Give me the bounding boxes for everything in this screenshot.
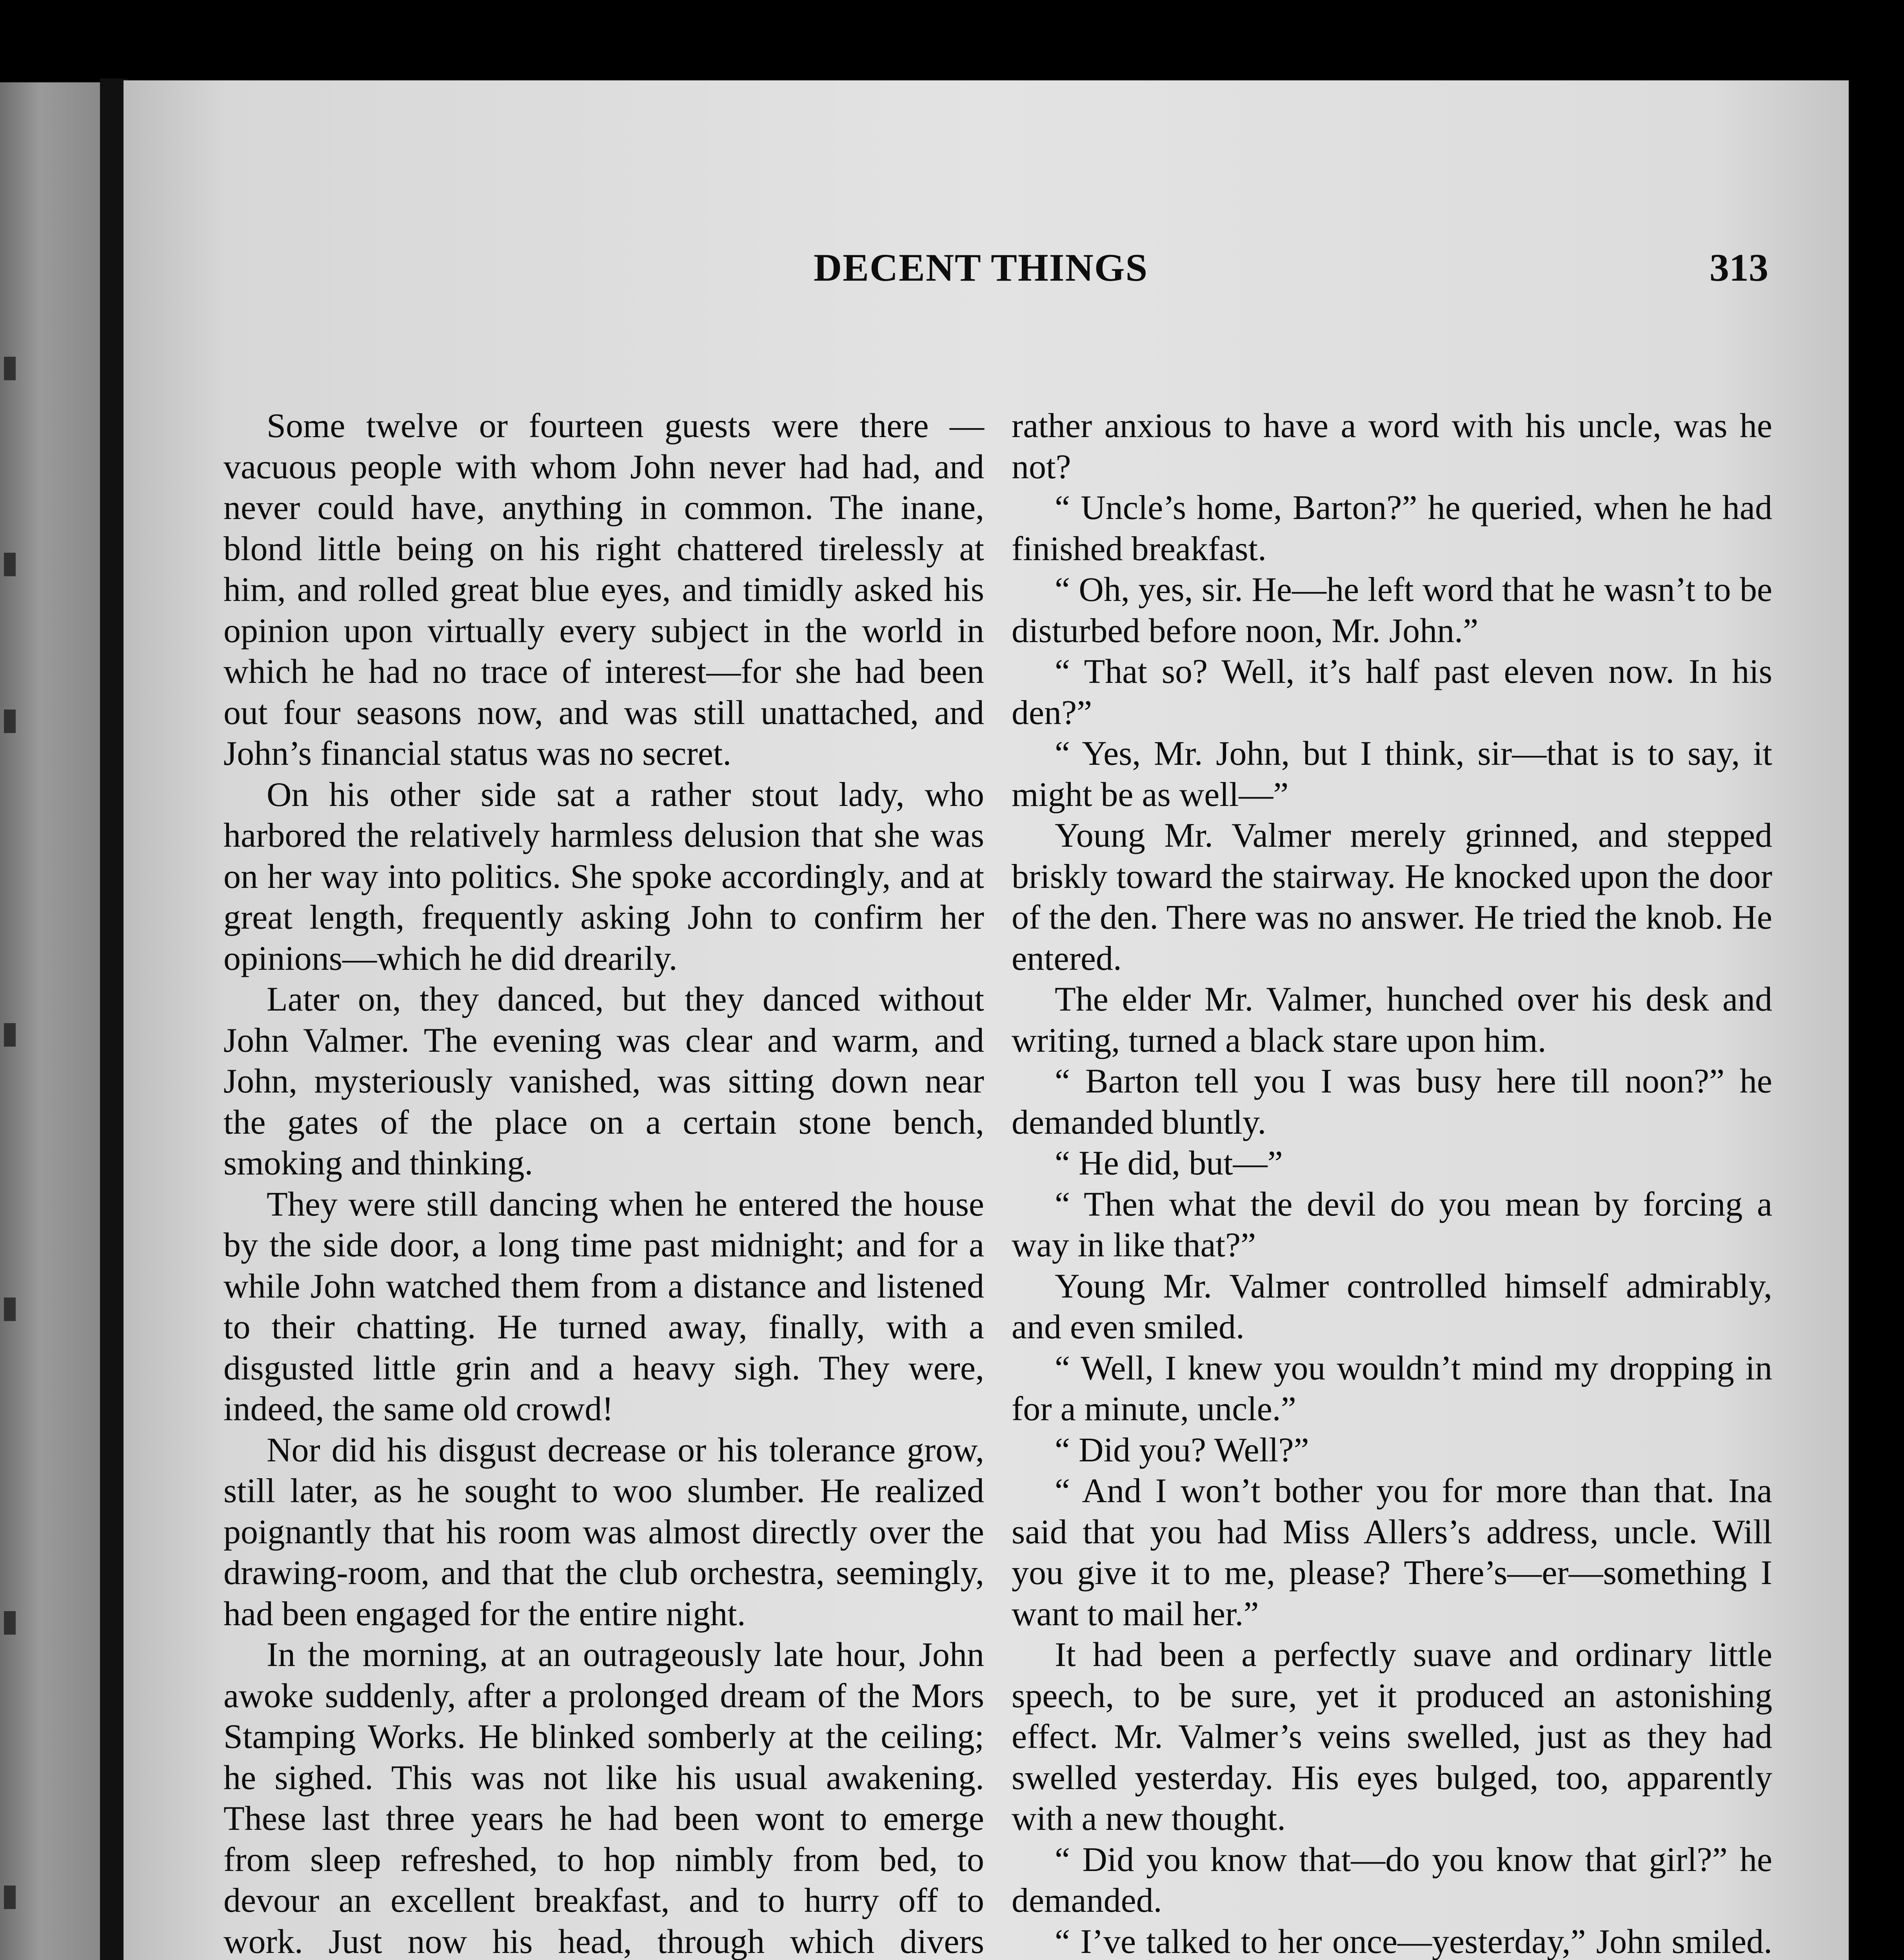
previous-page-text-fragment	[4, 710, 16, 733]
previous-page-text-fragment	[4, 1298, 16, 1321]
paragraph: “ And I won’t bother you for more than that. Ina said that you had Miss Allers’s address, uncle. Will you give it to me, please? There’s—er—something I want to mail her.”	[1012, 1472, 1772, 1633]
previous-page-edge	[0, 82, 100, 1960]
paragraph: On his other side sat a rather stout lady, who harbored the relatively harmless delusion that she was on her way into politics. She spoke accordingly, and at great length, frequently asking John to confirm her opinions—which he did drearily.	[223, 775, 984, 978]
paragraph: The elder Mr. Valmer, hunched over his desk and writing, turned a black stare upon him.	[1012, 980, 1772, 1060]
book-page	[124, 80, 1849, 1960]
paragraph: “ Then what the devil do you mean by forcing a way in like that?”	[1012, 1185, 1772, 1264]
paragraph: Nor did his disgust decrease or his tolerance grow, still later, as he sought to woo slumber. He realized poignantly that his room was almost directly over the drawing-room, and that the club orchestra, seemingly, had been engaged for the entire night.	[223, 1431, 984, 1633]
paragraph: “ Barton tell you I was busy here till noon?” he demanded bluntly.	[1012, 1062, 1772, 1142]
paragraph: “ Did you know that—do you know that girl?” he demanded.	[1012, 1840, 1772, 1920]
running-title: DECENT THINGS	[814, 246, 1148, 289]
paragraph: “ That so? Well, it’s half past eleven now. In his den?”	[1012, 653, 1772, 732]
paragraph: It had been a perfectly suave and ordinary little speech, to be sure, yet it produced an astonishing effect. Mr. Valmer’s veins swelled, just as they had swelled yesterday. His eyes bulged, too, apparently with a new thought.	[1012, 1636, 1772, 1838]
paragraph: “ I’ve talked to her once—yesterday,” John smiled.	[1055, 1922, 1772, 1960]
paragraph: “ Well, I knew you wouldn’t mind my dropping in for a minute, uncle.”	[1012, 1349, 1772, 1428]
previous-page-text-fragment	[4, 357, 16, 380]
previous-page-text-fragment	[4, 1886, 16, 1909]
paragraph: “ Yes, Mr. John, but I think, sir—that is to say, it might be as well—”	[1012, 735, 1772, 814]
previous-page-text-fragment	[4, 553, 16, 576]
paragraph: Young Mr. Valmer controlled himself admirably, and even smiled.	[1012, 1267, 1772, 1346]
paragraph: “ He did, but—”	[1055, 1144, 1283, 1182]
paragraph: Some twelve or fourteen guests were there — vacuous people with whom John never had had, and never could have, anything in common. The inane, blond little being on his right chattered tirelessly at him, and rolled great blue eyes, and timidly asked his opinion upon virtually every subject in the world in which he had no trace of interest—for she had been out four seasons now, and was still unattached, and John’s financial status was no secret.	[223, 407, 984, 773]
paragraph: They were still dancing when he entered the house by the side door, a long time past midnight; and for a while John watched them from a distance and listened to their chatting. He turned away, finally, with a disgusted little grin and a heavy sigh. They were, indeed, the same old crowd!	[223, 1185, 984, 1428]
running-head	[124, 245, 1849, 308]
paragraph: Young Mr. Valmer merely grinned, and stepped briskly toward the stairway. He knocked upon the door of the den. There was no answer. He tried the knob. He entered.	[1012, 817, 1772, 978]
previous-page-text-fragment	[4, 1023, 16, 1047]
paragraph: “ Did you? Well?”	[1055, 1431, 1309, 1469]
paragraph: Later on, they danced, but they danced without John Valmer. The evening was clear and warm, and John, mysteriously vanished, was sitting down near the gates of the place on a certain stone bench, smoking and thinking.	[223, 980, 984, 1182]
previous-page-text-fragment	[4, 1611, 16, 1635]
paragraph: “ Uncle’s home, Barton?” he queried, when he had finished breakfast.	[1012, 489, 1772, 568]
paragraph: In the morning, at an outrageously late hour, John awoke suddenly, after a prolonged dream of the Mors Stamping Works. He blinked somberly at the ceiling; he sighed. This was not like his usual awakening. These last three years he had been wont to emerge from sleep refreshed, to hop nimbly from bed, to devour an excellent breakfast, and to hurry off to work. Just now his head, through which divers	[223, 1636, 984, 1960]
page-number: 313	[1710, 246, 1768, 289]
right-column	[1012, 406, 1772, 1960]
continued-paragraph: rather anxious to have a word with his uncle, was he not?	[1012, 407, 1772, 486]
paragraph: “ Oh, yes, sir. He—he left word that he wasn’t to be disturbed before noon, Mr. John.”	[1012, 571, 1772, 650]
left-column	[223, 406, 984, 1960]
